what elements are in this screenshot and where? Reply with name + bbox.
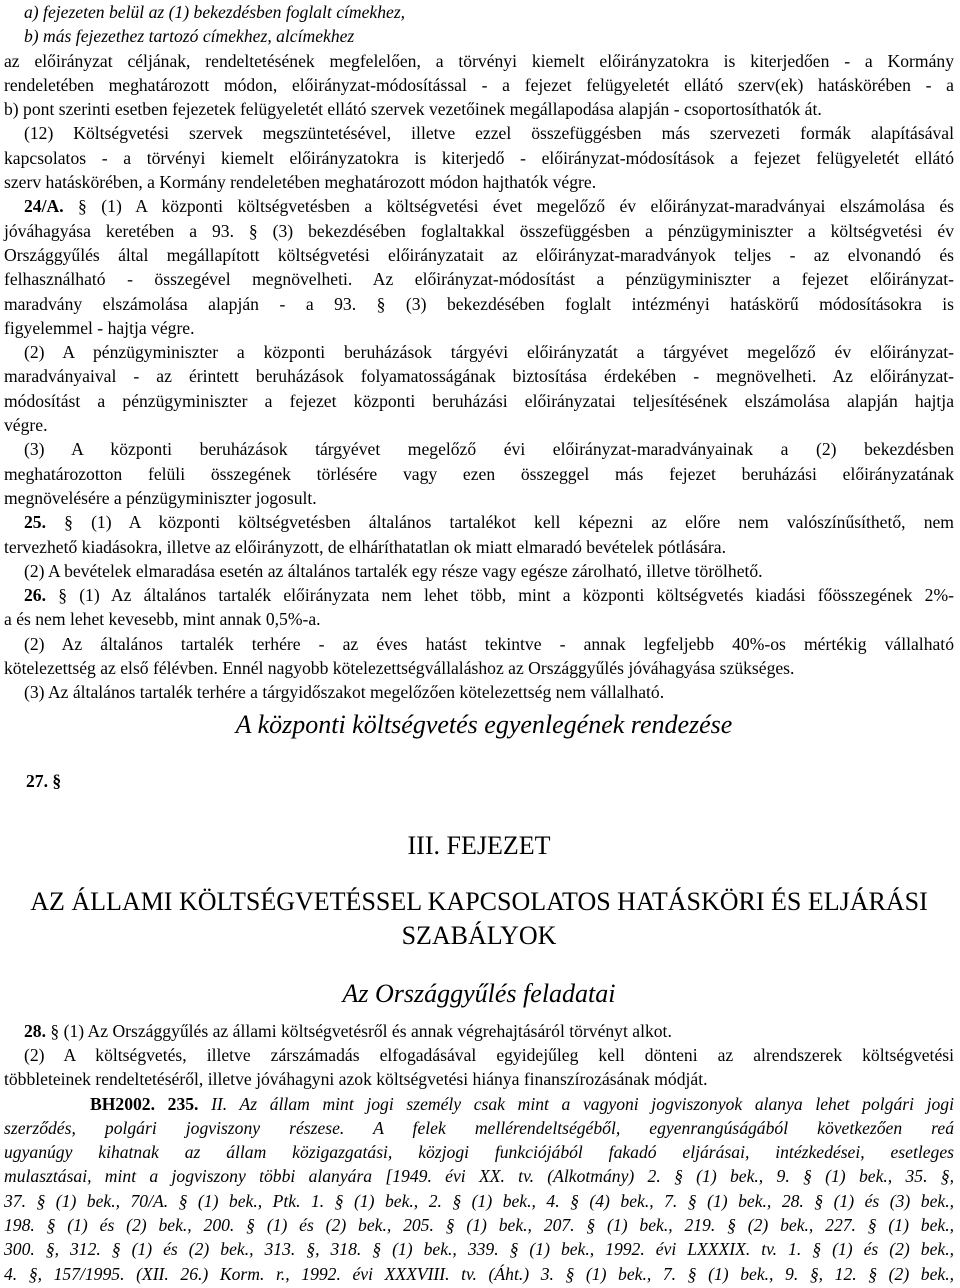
section-27-number: 27. § (26, 770, 62, 791)
section-26-2-line: kötelezettség az első félévben. Ennél nagyobb kötelezettségvállaláshoz az Országgyűlés jóváhagyása szükséges. (4, 658, 795, 679)
section-number: 26. (24, 585, 46, 606)
section-number: 25. (24, 512, 46, 533)
court-decision-line: 198. § (1) és (2) bek., 200. § (1) és (2) bek., 205. § (1) bek., 207. § (1) bek., 219. § (2) bek., 227. § (1) bek., (4, 1214, 954, 1235)
section-24a-2-line: végre. (4, 415, 48, 436)
subheading-parliament: Az Országgyűlés feladatai (342, 978, 616, 1008)
section-text: § (1) Az Országgyűlés az állami költségvetésről és annak végrehajtásáról törvényt alkot. (50, 1020, 672, 1041)
chapter-number: III. FEJEZET (407, 830, 551, 860)
list-item-b: b) más fejezethez tartozó címekhez, alcímekhez (24, 26, 355, 47)
court-decision-line: 300. §, 312. § (1) és (2) bek., 313. §, 318. § (1) bek., 339. § (1) bek., 1992. évi LXXXIX. tv. 1. § (1) és (2) bek., (4, 1239, 954, 1260)
section-24a-3-line: (3) A központi beruházások tárgyévet megelőző évi előirányzat-maradványainak a (2) bekezdésben (24, 439, 954, 460)
section-25-2-line: (2) A bevételek elmaradása esetén az általános tartalék egy része vagy egésze zárolható, illetve törölhető. (24, 560, 763, 581)
chapter-title-line: SZABÁLYOK (401, 920, 557, 950)
section-26-3-line: (3) Az általános tartalék terhére a tárgyidőszakot megelőzően kötelezettség nem vállalható. (24, 682, 665, 703)
paragraph-line: b) pont szerinti esetben fejezetek felügyeletét ellátó szervek vezetőinek megállapodása alapján - csoportosíthatók át. (4, 99, 822, 120)
paragraph-12-line: (12) Költségvetési szervek megszüntetésével, illetve ezzel összefüggésben más szervezeti formák alapításával (24, 123, 954, 144)
section-number: 28. (24, 1020, 46, 1041)
section-24a-2-line: módosítást a pénzügyminiszter a fejezet központi beruházási előirányzatai teljesítésének elszámolása alapján hajtja (4, 390, 954, 411)
section-24a-2-line: (2) A pénzügyminiszter a központi beruházások tárgyévi előirányzatát a tárgyévet megelőző év előirányzat- (24, 342, 954, 363)
section-24a-line: jóváhagyása keretében a 93. § (3) bekezdésében foglaltakkal összefüggésben a pénzügyminiszter a költségvetési év (4, 220, 954, 241)
section-28-2-line: többleteinek rendeltetéséről, illetve jóváhagyni azok költségvetési hiánya finanszírozásának módját. (4, 1069, 708, 1090)
court-decision-line: szerződés, polgári jogviszony részese. A felek mellérendeltségéből, egyenrangúságából következően reá (4, 1117, 954, 1138)
paragraph-12-line: kapcsolatos - a törvényi kiemelt előirányzatokra is kiterjedő - előirányzat-módosítások a fejezet felügyeletét ellátó (4, 147, 954, 168)
section-24a-3-line: megnövelésére a pénzügyminiszter jogosult. (4, 487, 317, 508)
court-decision-line: 4. §, 157/1995. (XII. 26.) Korm. r., 1992. évi XXXVIII. tv. (Áht.) 3. § (1) bek., 7. § (1) bek., 9. §, 12. § (2) bek., (4, 1263, 954, 1284)
paragraph-line: rendeletében meghatározott módon, előirányzat-módosítással - a fejezet felügyeletét ellátó szerv(ek) hatáskörében - a (4, 74, 954, 95)
section-24a-line: figyelemmel - hajtja végre. (4, 317, 195, 338)
section-24a-line: Országgyűlés által megállapított költségvetési előirányzatait az előirányzat-maradványok teljes - az elvonandó és (4, 244, 954, 265)
section-text: § (1) A központi költségvetésben a költségvetési évet megelőző év előirányzat-maradványai elszámolása és (78, 196, 954, 217)
section-text: § (1) A központi költségvetésben általános tartalékot kell képezni az előre nem valószínűsíthető, nem (64, 512, 954, 533)
subheading-balance: A központi költségvetés egyenlegének rendezése (235, 709, 733, 739)
court-decision-line: ugyanúgy kihatnak az állam közigazgatási, közjogi funkciójából fakadó eljárásai, intézkedései, esetleges (4, 1142, 954, 1163)
court-decision-line: 37. § (1) bek., 70/A. § (1) bek., Ptk. 1. § (1) bek., 2. § (1) bek., 4. § (4) bek., 7. § (1) bek., 28. § (1) és (3) bek., (4, 1190, 954, 1211)
section-26-line: a és nem lehet kevesebb, mint annak 0,5%-a. (4, 609, 321, 630)
paragraph-line: az előirányzat céljának, rendeltetésének megfelelően, a törvényi kiemelt előirányzatokra is kiterjedően - a Kormány (4, 50, 954, 71)
section-25-line: tervezhető kiadásokra, illetve az előirányzott, de elháríthatatlan ok miatt elmaradó bevételek pótlására. (4, 536, 726, 557)
court-decision-line (4, 1092, 954, 1116)
section-24a-2-line: maradványaival - az érintett beruházások folyamatosságának biztosítása érdekében - megnövelheti. Az előirányzat- (4, 366, 954, 387)
section-28-2-line: (2) A költségvetés, illetve zárszámadás elfogadásával egyidejűleg kell dönteni az alrendszerek költségvetési (24, 1044, 954, 1065)
section-24a-line: maradvány elszámolása alapján - a 93. § (3) bekezdésében foglalt intézményi hatáskörű módosításokra is (4, 293, 954, 314)
document-page (4, 0, 954, 1286)
list-item-a: a) fejezeten belül az (1) bekezdésben foglalt címekhez, (24, 2, 406, 22)
court-decision-ref: BH2002. 235. (90, 1093, 199, 1114)
section-24a-3-line: meghatározotton felüli összegének törlésére vagy ezen összeggel más fejezet beruházási előirányzatának (4, 463, 954, 484)
section-text: § (1) Az általános tartalék előirányzata nem lehet több, mint a központi költségvetés kiadási főösszegének 2%- (58, 585, 954, 606)
chapter-title-line: AZ ÁLLAMI KÖLTSÉGVETÉSSEL KAPCSOLATOS HATÁSKÖRI ÉS ELJÁRÁSI (30, 886, 928, 916)
section-27-block (4, 705, 954, 825)
court-decision-line: mulasztásai, mint a jogviszony többi alanyára [1949. évi XX. tv. (Alkotmány) 2. § (1) bek., 9. § (1) bek., 35. §, (4, 1166, 954, 1187)
section-24a-line: felhasználható - összegével megnövelheti. Az előirányzat-módosítást a pénzügyminiszter a fejezet előirányzat- (4, 269, 954, 290)
section-number: 24/A. (24, 196, 64, 217)
section-28-line (4, 1019, 954, 1043)
section-25-line (4, 510, 954, 534)
court-decision-text: II. Az állam mint jogi személy csak mint a vagyoni jogviszonyok alanya lehet polgári jogi (211, 1093, 954, 1114)
section-26-2-line: (2) Az általános tartalék terhére - az éves hatást tekintve - annak legfeljebb 40%-os mértékig vállalható (24, 633, 954, 654)
section-24a-line (4, 194, 954, 218)
paragraph-12-line: szerv hatáskörében, a Kormány rendeletében meghatározott módon hajthatók végre. (4, 172, 597, 193)
section-26-line (4, 583, 954, 607)
